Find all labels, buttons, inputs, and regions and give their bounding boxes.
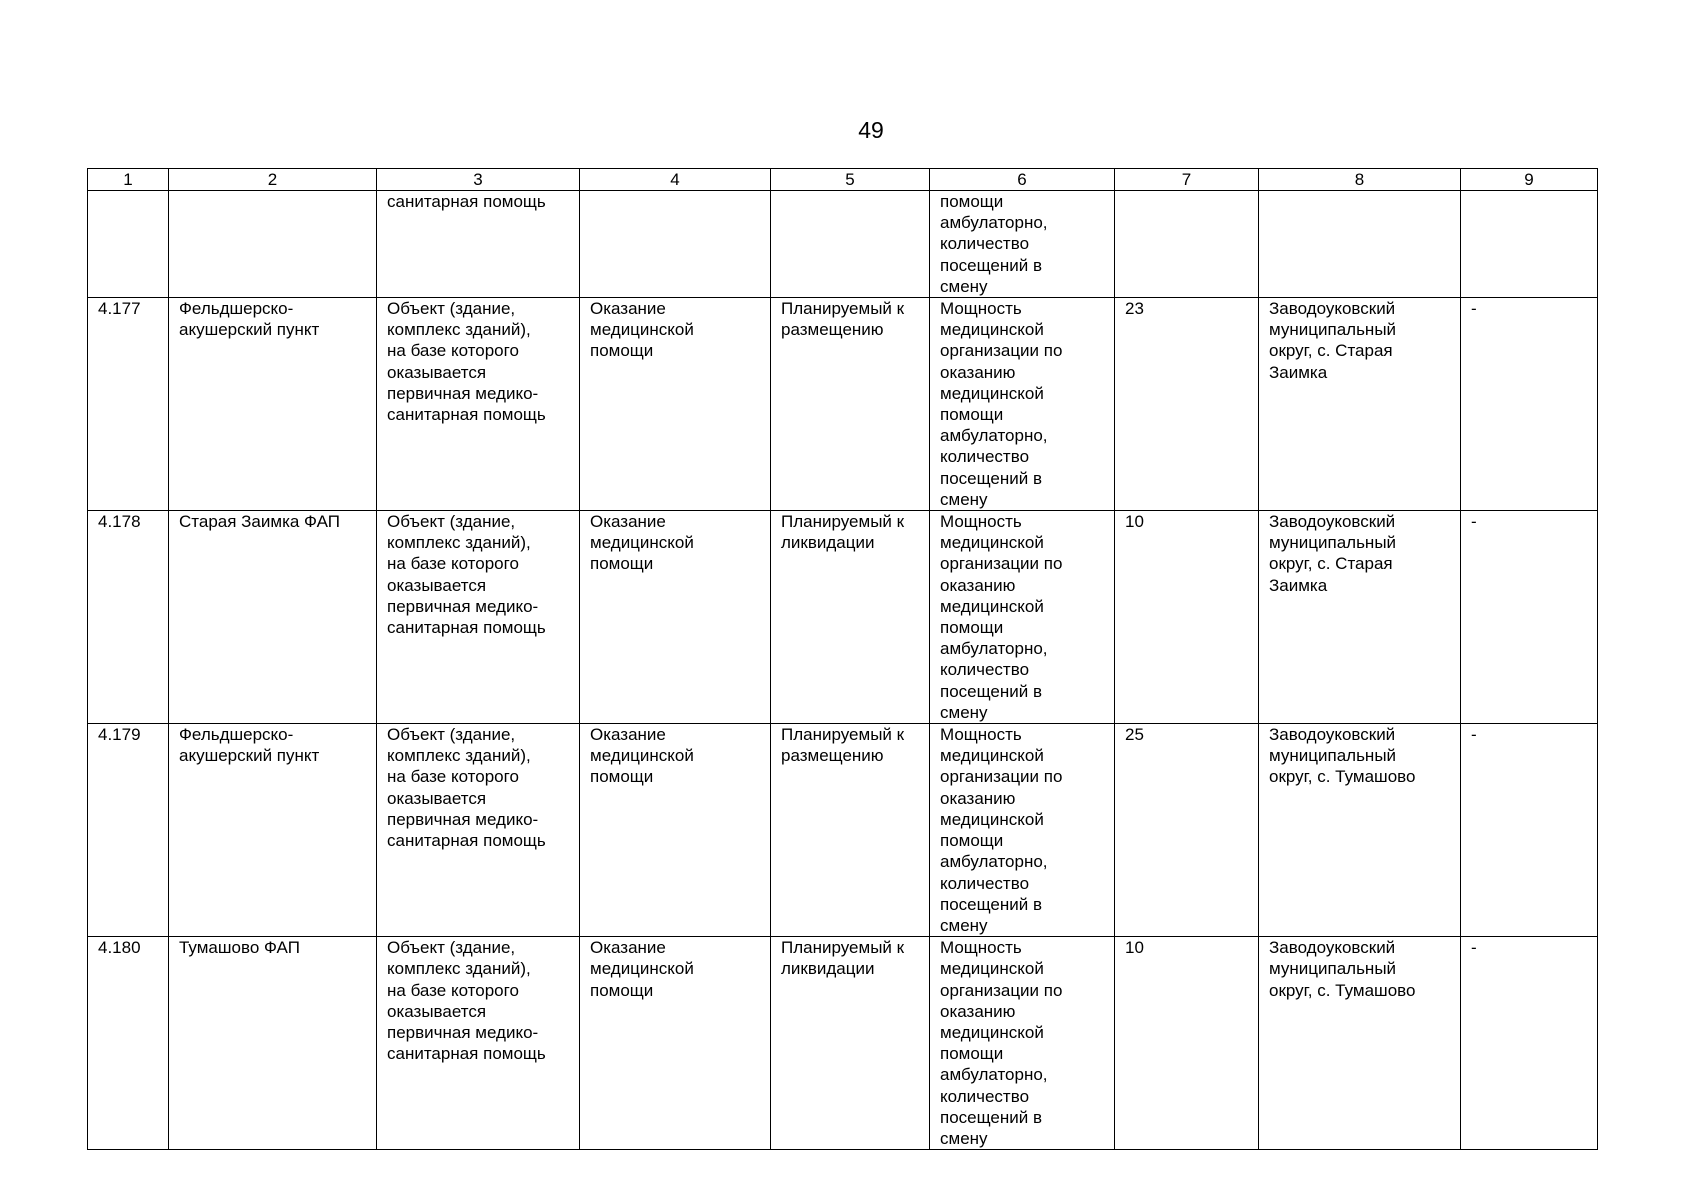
cell-text-line: оказывается bbox=[387, 362, 487, 382]
cell-text-line: размещению bbox=[781, 746, 884, 766]
table-cell bbox=[930, 937, 1115, 1150]
column-number: 6 bbox=[930, 169, 1115, 191]
cell-text-line: Заводоуковский bbox=[1269, 725, 1396, 745]
cell-text-line: количество bbox=[940, 873, 1030, 893]
table-cell bbox=[1461, 511, 1598, 724]
table-cell bbox=[930, 511, 1115, 724]
cell-text-line: Мощность bbox=[940, 512, 1022, 532]
cell-text-line: Заводоуковский bbox=[1269, 512, 1396, 532]
cell-text-line: Фельдшерско- bbox=[179, 725, 294, 745]
cell-text-line: количество bbox=[940, 447, 1030, 467]
table-cell bbox=[377, 724, 580, 937]
cell-text-line: комплекс зданий), bbox=[387, 320, 531, 340]
cell-text-line: Объект (здание, bbox=[387, 725, 516, 745]
cell-text-line: Фельдшерско- bbox=[179, 299, 294, 319]
cell-text-line: на базе которого bbox=[387, 554, 519, 574]
cell-text-line: медицинской bbox=[940, 809, 1044, 829]
cell-text-line: медицинской bbox=[940, 959, 1044, 979]
cell-text-line: Оказание bbox=[590, 512, 666, 532]
cell-text-line: помощи bbox=[590, 554, 654, 574]
table-row bbox=[88, 298, 1598, 511]
cell-text-line: первичная медико- bbox=[387, 383, 539, 403]
table-cell bbox=[88, 937, 169, 1150]
cell-text-line: посещений в bbox=[940, 894, 1042, 914]
cell-text-line: округ, с. Старая bbox=[1269, 341, 1393, 361]
cell-text-line: на базе которого bbox=[387, 341, 519, 361]
table-cell bbox=[88, 511, 169, 724]
table-cell bbox=[1115, 191, 1259, 298]
cell-text-line: амбулаторно, bbox=[940, 852, 1048, 872]
cell-text-line: санитарная помощь bbox=[387, 831, 546, 851]
cell-text-line: помощи bbox=[590, 341, 654, 361]
cell-text-line: смену bbox=[940, 276, 988, 296]
cell-text-line: амбулаторно, bbox=[940, 426, 1048, 446]
cell-text-line: на базе которого bbox=[387, 767, 519, 787]
table-cell bbox=[88, 724, 169, 937]
cell-text-line: Объект (здание, bbox=[387, 299, 516, 319]
cell-text-line: Заводоуковский bbox=[1269, 299, 1396, 319]
cell-text-line: посещений в bbox=[940, 1107, 1042, 1127]
table-cell bbox=[1115, 511, 1259, 724]
table-cell bbox=[169, 191, 377, 298]
table-body bbox=[88, 191, 1598, 1150]
cell-text-line: муниципальный bbox=[1269, 533, 1397, 553]
cell-text-line: оказывается bbox=[387, 575, 487, 595]
cell-text-line: округ, с. Старая bbox=[1269, 554, 1393, 574]
table-cell bbox=[377, 298, 580, 511]
cell-text-line: санитарная помощь bbox=[387, 405, 546, 425]
table-cell bbox=[580, 937, 771, 1150]
cell-text-line: помощи bbox=[940, 1044, 1004, 1064]
cell-text-line: медицинской bbox=[590, 320, 694, 340]
cell-text-line: муниципальный bbox=[1269, 746, 1397, 766]
cell-text-line: посещений в bbox=[940, 681, 1042, 701]
cell-text-line: ликвидации bbox=[781, 533, 875, 553]
cell-text-line: - bbox=[1471, 938, 1477, 958]
cell-text-line: Оказание bbox=[590, 299, 666, 319]
cell-text-line: медицинской bbox=[940, 383, 1044, 403]
table-cell bbox=[1259, 724, 1461, 937]
table-cell bbox=[1461, 191, 1598, 298]
cell-text-line: количество bbox=[940, 660, 1030, 680]
cell-text-line: Мощность bbox=[940, 938, 1022, 958]
cell-text-line: первичная медико- bbox=[387, 1022, 539, 1042]
cell-text-line: акушерский пункт bbox=[179, 746, 320, 766]
cell-text-line: оказанию bbox=[940, 788, 1016, 808]
cell-text-line: комплекс зданий), bbox=[387, 746, 531, 766]
column-number: 7 bbox=[1115, 169, 1259, 191]
table-cell bbox=[169, 298, 377, 511]
cell-text-line: помощи bbox=[590, 980, 654, 1000]
cell-text-line: помощи bbox=[940, 192, 1004, 211]
cell-text-line: помощи bbox=[940, 618, 1004, 638]
cell-text-line: организации по bbox=[940, 554, 1063, 574]
cell-text-line: 4.180 bbox=[98, 938, 141, 958]
column-number: 1 bbox=[88, 169, 169, 191]
column-number: 2 bbox=[169, 169, 377, 191]
cell-text-line: 25 bbox=[1125, 725, 1144, 745]
cell-text-line: помощи bbox=[940, 831, 1004, 851]
cell-text-line: помощи bbox=[940, 405, 1004, 425]
table-cell bbox=[580, 191, 771, 298]
page-number: 49 bbox=[858, 117, 884, 143]
table-cell bbox=[1259, 191, 1461, 298]
table-cell bbox=[88, 298, 169, 511]
cell-text-line: помощи bbox=[590, 767, 654, 787]
cell-text-line: Планируемый к bbox=[781, 938, 905, 958]
cell-text-line: медицинской bbox=[940, 320, 1044, 340]
cell-text-line: Мощность bbox=[940, 725, 1022, 745]
cell-text-line: 10 bbox=[1125, 938, 1144, 958]
cell-text-line: 4.179 bbox=[98, 725, 141, 745]
cell-text-line: Мощность bbox=[940, 299, 1022, 319]
cell-text-line: смену bbox=[940, 915, 988, 935]
column-number: 5 bbox=[771, 169, 930, 191]
cell-text-line: - bbox=[1471, 299, 1477, 319]
table-cell bbox=[771, 191, 930, 298]
table-cell bbox=[580, 724, 771, 937]
cell-text-line: Заимка bbox=[1269, 575, 1328, 595]
cell-text-line: ликвидации bbox=[781, 959, 875, 979]
cell-text-line: организации по bbox=[940, 980, 1063, 1000]
table-row-continuation bbox=[88, 191, 1598, 298]
cell-text-line: оказывается bbox=[387, 1001, 487, 1021]
cell-text-line: Оказание bbox=[590, 938, 666, 958]
cell-text-line: 23 bbox=[1125, 299, 1144, 319]
table-cell bbox=[1461, 724, 1598, 937]
cell-text-line: количество bbox=[940, 234, 1030, 254]
cell-text-line: 4.177 bbox=[98, 299, 141, 319]
table-cell bbox=[930, 191, 1115, 298]
cell-text-line: муниципальный bbox=[1269, 959, 1397, 979]
cell-text-line: - bbox=[1471, 512, 1477, 532]
cell-text-line: оказанию bbox=[940, 1001, 1016, 1021]
cell-text-line: медицинской bbox=[590, 533, 694, 553]
cell-text-line: медицинской bbox=[590, 746, 694, 766]
cell-text-line: комплекс зданий), bbox=[387, 959, 531, 979]
cell-text-line: на базе которого bbox=[387, 980, 519, 1000]
table-cell bbox=[930, 298, 1115, 511]
cell-text-line: Заводоуковский bbox=[1269, 938, 1396, 958]
cell-text-line: округ, с. Тумашово bbox=[1269, 767, 1416, 787]
table-cell bbox=[377, 937, 580, 1150]
cell-text-line: комплекс зданий), bbox=[387, 533, 531, 553]
cell-text-line: санитарная помощь bbox=[387, 618, 546, 638]
table-cell bbox=[377, 191, 580, 298]
table-cell bbox=[88, 191, 169, 298]
cell-text-line: Оказание bbox=[590, 725, 666, 745]
table-cell bbox=[580, 511, 771, 724]
cell-text-line: амбулаторно, bbox=[940, 213, 1048, 233]
table-row bbox=[88, 724, 1598, 937]
cell-text-line: Планируемый к bbox=[781, 512, 905, 532]
cell-text-line: амбулаторно, bbox=[940, 639, 1048, 659]
table-cell bbox=[771, 298, 930, 511]
cell-text-line: организации по bbox=[940, 767, 1063, 787]
cell-text-line: первичная медико- bbox=[387, 596, 539, 616]
column-number-row bbox=[88, 169, 1598, 191]
column-number: 8 bbox=[1259, 169, 1461, 191]
column-number: 4 bbox=[580, 169, 771, 191]
cell-text-line: смену bbox=[940, 1128, 988, 1148]
table-cell bbox=[377, 511, 580, 724]
cell-text-line: санитарная помощь bbox=[387, 192, 546, 211]
cell-text-line: Объект (здание, bbox=[387, 512, 516, 532]
cell-text-line: организации по bbox=[940, 341, 1063, 361]
cell-text-line: Планируемый к bbox=[781, 725, 905, 745]
table-cell bbox=[771, 937, 930, 1150]
cell-text-line: оказывается bbox=[387, 788, 487, 808]
cell-text-line: количество bbox=[940, 1086, 1030, 1106]
cell-text-line: 4.178 bbox=[98, 512, 141, 532]
cell-text-line: акушерский пункт bbox=[179, 320, 320, 340]
cell-text-line: размещению bbox=[781, 320, 884, 340]
cell-text-line: Старая Заимка ФАП bbox=[179, 512, 340, 532]
cell-text-line: посещений в bbox=[940, 468, 1042, 488]
table-cell bbox=[1259, 298, 1461, 511]
table-cell bbox=[169, 511, 377, 724]
cell-text-line: амбулаторно, bbox=[940, 1065, 1048, 1085]
table-cell bbox=[1259, 937, 1461, 1150]
table-row bbox=[88, 511, 1598, 724]
cell-text-line: смену bbox=[940, 702, 988, 722]
table-row bbox=[88, 937, 1598, 1150]
table-cell bbox=[169, 724, 377, 937]
table-cell bbox=[771, 511, 930, 724]
cell-text-line: Объект (здание, bbox=[387, 938, 516, 958]
cell-text-line: Планируемый к bbox=[781, 299, 905, 319]
cell-text-line: муниципальный bbox=[1269, 320, 1397, 340]
table-cell bbox=[1115, 724, 1259, 937]
cell-text-line: первичная медико- bbox=[387, 809, 539, 829]
cell-text-line: смену bbox=[940, 489, 988, 509]
cell-text-line: медицинской bbox=[940, 533, 1044, 553]
cell-text-line: медицинской bbox=[940, 1022, 1044, 1042]
table-cell bbox=[1115, 298, 1259, 511]
cell-text-line: медицинской bbox=[590, 959, 694, 979]
cell-text-line: округ, с. Тумашово bbox=[1269, 980, 1416, 1000]
cell-text-line: санитарная помощь bbox=[387, 1044, 546, 1064]
table-cell bbox=[1461, 298, 1598, 511]
cell-text-line: оказанию bbox=[940, 575, 1016, 595]
column-number: 9 bbox=[1461, 169, 1598, 191]
table-cell bbox=[169, 937, 377, 1150]
table-cell bbox=[930, 724, 1115, 937]
table-cell bbox=[1461, 937, 1598, 1150]
objects-table bbox=[87, 168, 1598, 1150]
cell-text-line: посещений в bbox=[940, 255, 1042, 275]
table-cell bbox=[1115, 937, 1259, 1150]
cell-text-line: Заимка bbox=[1269, 362, 1328, 382]
cell-text-line: медицинской bbox=[940, 596, 1044, 616]
table-cell bbox=[771, 724, 930, 937]
cell-text-line: - bbox=[1471, 725, 1477, 745]
cell-text-line: 10 bbox=[1125, 512, 1144, 532]
cell-text-line: Тумашово ФАП bbox=[179, 938, 300, 958]
column-number: 3 bbox=[377, 169, 580, 191]
table-cell bbox=[580, 298, 771, 511]
cell-text-line: оказанию bbox=[940, 362, 1016, 382]
cell-text-line: медицинской bbox=[940, 746, 1044, 766]
table-cell bbox=[1259, 511, 1461, 724]
